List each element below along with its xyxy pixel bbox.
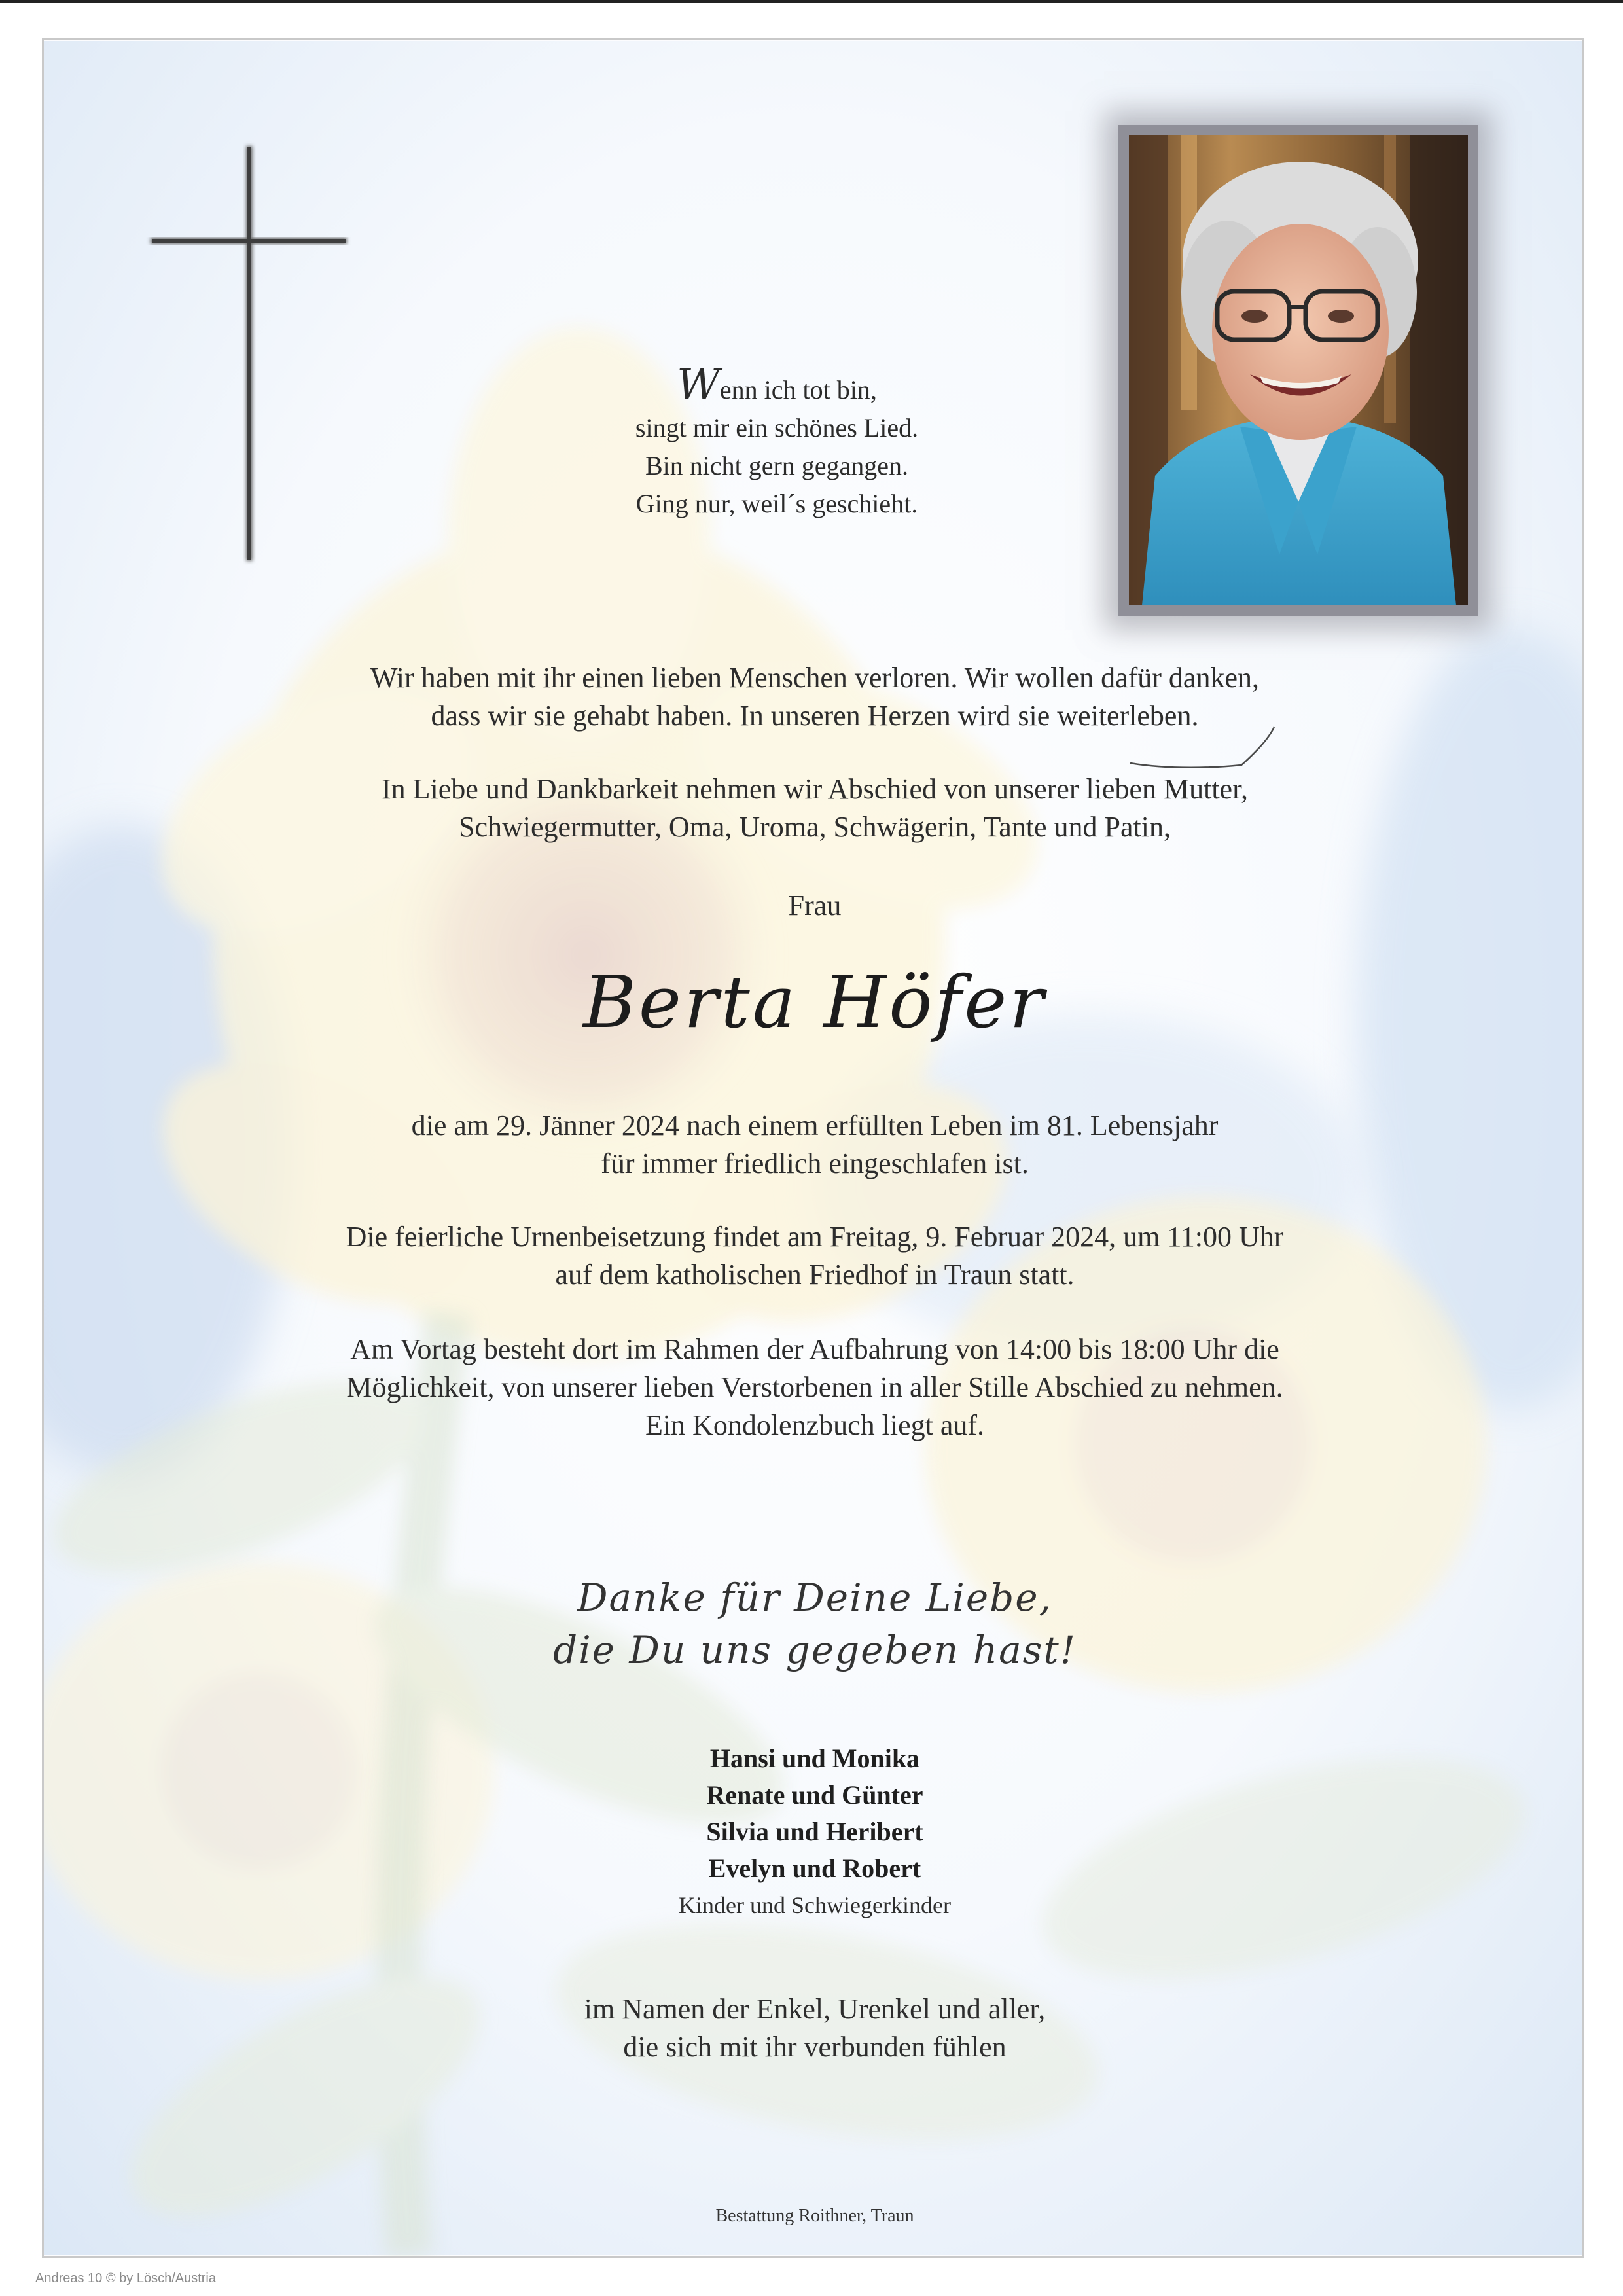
poem-line-2: singt mir ein schönes Lied. xyxy=(635,413,919,442)
farewell-paragraph: In Liebe und Dankbarkeit nehmen wir Abschied von unserer lieben Mutter, Schwiegermutter, Oma, Uroma, Schwägerin, Tante und Patin, xyxy=(382,773,1248,843)
family-name: Renate und Günter xyxy=(706,1780,923,1810)
obituary-page xyxy=(42,38,1584,2258)
scan-top-edge xyxy=(0,0,1623,3)
undertaker-credit: Bestattung Roithner, Traun xyxy=(715,2206,914,2226)
viewing-details: Am Vortag besteht dort im Rahmen der Aufbahrung von 14:00 bis 18:00 Uhr die Möglichkeit, von unserer lieben Verstorbenen in aller Stille Abschied zu nehmen. Ein Kondolenzbuch liegt auf. xyxy=(346,1333,1283,1441)
salutation: Frau xyxy=(788,889,842,922)
deceased-name: Berta Höfer xyxy=(583,960,1046,1044)
poem-line-4: Ging nur, weil´s geschieht. xyxy=(635,489,918,518)
poem-line-1: Wenn ich tot bin, xyxy=(677,361,877,409)
intro-paragraph: Wir haben mit ihr einen lieben Menschen verloren. Wir wollen dafür danken, dass wir sie gehabt haben. In unseren Herzen wird sie weiterleben. xyxy=(370,662,1259,732)
template-copyright: Andreas 10 © by Lösch/Austria xyxy=(35,2271,216,2286)
family-list xyxy=(44,1740,1584,1924)
family-name: Hansi und Monika xyxy=(709,1744,920,1773)
thanks-verse: Danke für Deine Liebe, die Du uns gegeben hast! xyxy=(552,1575,1077,1672)
family-name: Silvia und Heribert xyxy=(706,1817,923,1846)
family-relation: Kinder und Schwiegerkinder xyxy=(679,1892,951,1918)
ceremony-details: Die feierliche Urnenbeisetzung findet am Freitag, 9. Februar 2024, um 11:00 Uhr auf dem katholischen Friedhof in Traun statt. xyxy=(346,1221,1284,1291)
death-notice: die am 29. Jänner 2024 nach einem erfüllten Leben im 81. Lebensjahr für immer friedlich eingeschlafen ist. xyxy=(411,1109,1219,1179)
poem-line-3: Bin nicht gern gegangen. xyxy=(645,451,909,480)
closing-note: im Namen der Enkel, Urenkel und aller, die sich mit ihr verbunden fühlen xyxy=(584,1993,1046,2063)
poem-initial-letter: W xyxy=(677,361,720,409)
family-name: Evelyn und Robert xyxy=(708,1854,921,1883)
